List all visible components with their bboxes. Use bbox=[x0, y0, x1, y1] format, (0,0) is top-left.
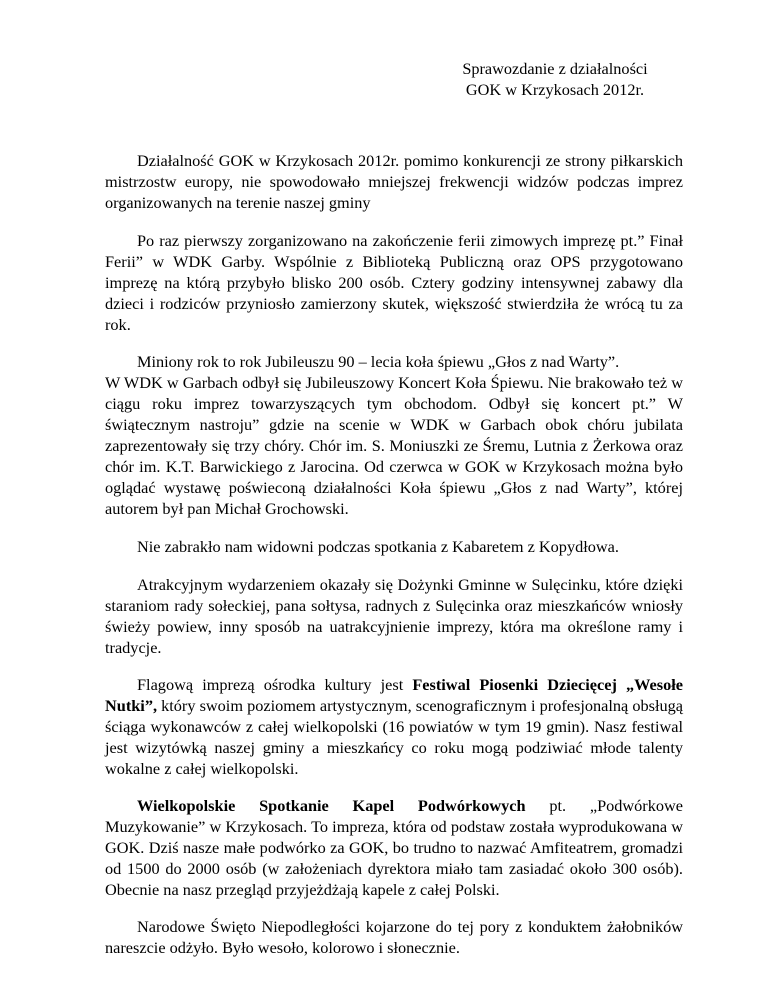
childrens-festival-intro: Flagową imprezą ośrodka kultury jest bbox=[137, 675, 413, 694]
paragraph-jubilee bbox=[105, 351, 683, 519]
jubilee-rest: W WDK w Garbach odbył się Jubileuszowy Koncert Koła Śpiewu. Nie brakowało też w ciągu roku imprez towarzyszących tym obchodom. Odbył się koncert pt.” W świątecznym nastroju” gdzie na scenie w WDK w Garbach obok chóru jubilata zaprezentowały się trzy chóry. Chór im. S. Moniuszki ze Śremu, Lutnia z Żerkowa oraz chór im. K.T. Barwickiego z Jarocina. Od czerwca w GOK w Krzykosach można było oglądać wystawę poświeconą działalności Koła śpiewu „Głos z nad Warty”, której autorem był pan Michał Grochowski. bbox=[105, 373, 683, 518]
yard-bands-text: pt. „Podwórkowe Muzykowanie” w Krzykosach. To impreza, która od podstaw została wyprodukowana w GOK. Dziś nasze małe podwórko za GOK, bo trudno to nazwać Amfiteatrem, gromadzi od 1500 do 2000 osób (w założeniach dyrektora miało tam zasiadać około 300 osób). Obecnie na nasz przegląd przyjeżdżają kapele z całej Polski. bbox=[105, 796, 683, 899]
paragraph-harvest-festival: Atrakcyjnym wydarzeniem okazały się Dożynki Gminne w Sulęcinku, które dzięki staraniom rady sołeckiej, pana sołtysa, radnych z Sulęcinka oraz mieszkańców wniosły świeży powiew, inny sposób na uatrakcyjnienie imprezy, która ma określone ramy i tradycje. bbox=[105, 575, 683, 657]
childrens-festival-name: Festiwal Piosenki Dziecięcej „Wesołe Nutki”, bbox=[105, 675, 683, 715]
title-line-1: Sprawozdanie z działalności bbox=[462, 59, 648, 78]
jubilee-first-line: Miniony rok to rok Jubileuszu 90 – lecia koła śpiewu „Głos z nad Warty”. bbox=[137, 352, 620, 371]
report-body bbox=[105, 150, 683, 974]
childrens-festival-text: który swoim poziomem artystycznym, scenograficznym i profesjonalną obsługą ściąga wykonawców z całej wielkopolski (16 powiatów w tym 19 gmin). Nasz festiwal jest wizytówką naszej gminy a mieszkańcy co roku mogą podziwiać młode talenty wokalne z całej wielkopolski. bbox=[105, 696, 683, 778]
paragraph-intro: Działalność GOK w Krzykosach 2012r. pomimo konkurencji ze strony piłkarskich mistrzostw europy, nie spowodowało mniejszej frekwencji widzów podczas imprez organizowanych na terenie naszej gminy bbox=[105, 151, 683, 212]
title-line-2: GOK w Krzykosach 2012r. bbox=[465, 80, 645, 99]
report-title bbox=[400, 58, 710, 100]
paragraph-independence-day: Narodowe Święto Niepodległości kojarzone do tej pory z konduktem żałobników nareszcie odżyło. Było wesoło, kolorowo i słonecznie. bbox=[105, 917, 683, 957]
paragraph-final-ferii: Po raz pierwszy zorganizowano na zakończenie ferii zimowych imprezę pt.” Finał Ferii” w WDK Garby. Wspólnie z Biblioteką Publiczną oraz OPS przygotowano imprezę na którą przybyło blisko 200 osób. Cztery godziny intensywnej zabawy dla dzieci i rodziców przyniosło zamierzony skutek, większość stwierdziła że wrócą tu za rok. bbox=[105, 231, 683, 334]
paragraph-childrens-festival bbox=[105, 674, 683, 779]
paragraph-cabaret: Nie zabrakło nam widowni podczas spotkania z Kabaretem z Kopydłowa. bbox=[137, 537, 619, 556]
yard-bands-name: Wielkopolskie Spotkanie Kapel Podwórkowych bbox=[137, 796, 526, 815]
paragraph-yard-bands bbox=[105, 795, 683, 900]
